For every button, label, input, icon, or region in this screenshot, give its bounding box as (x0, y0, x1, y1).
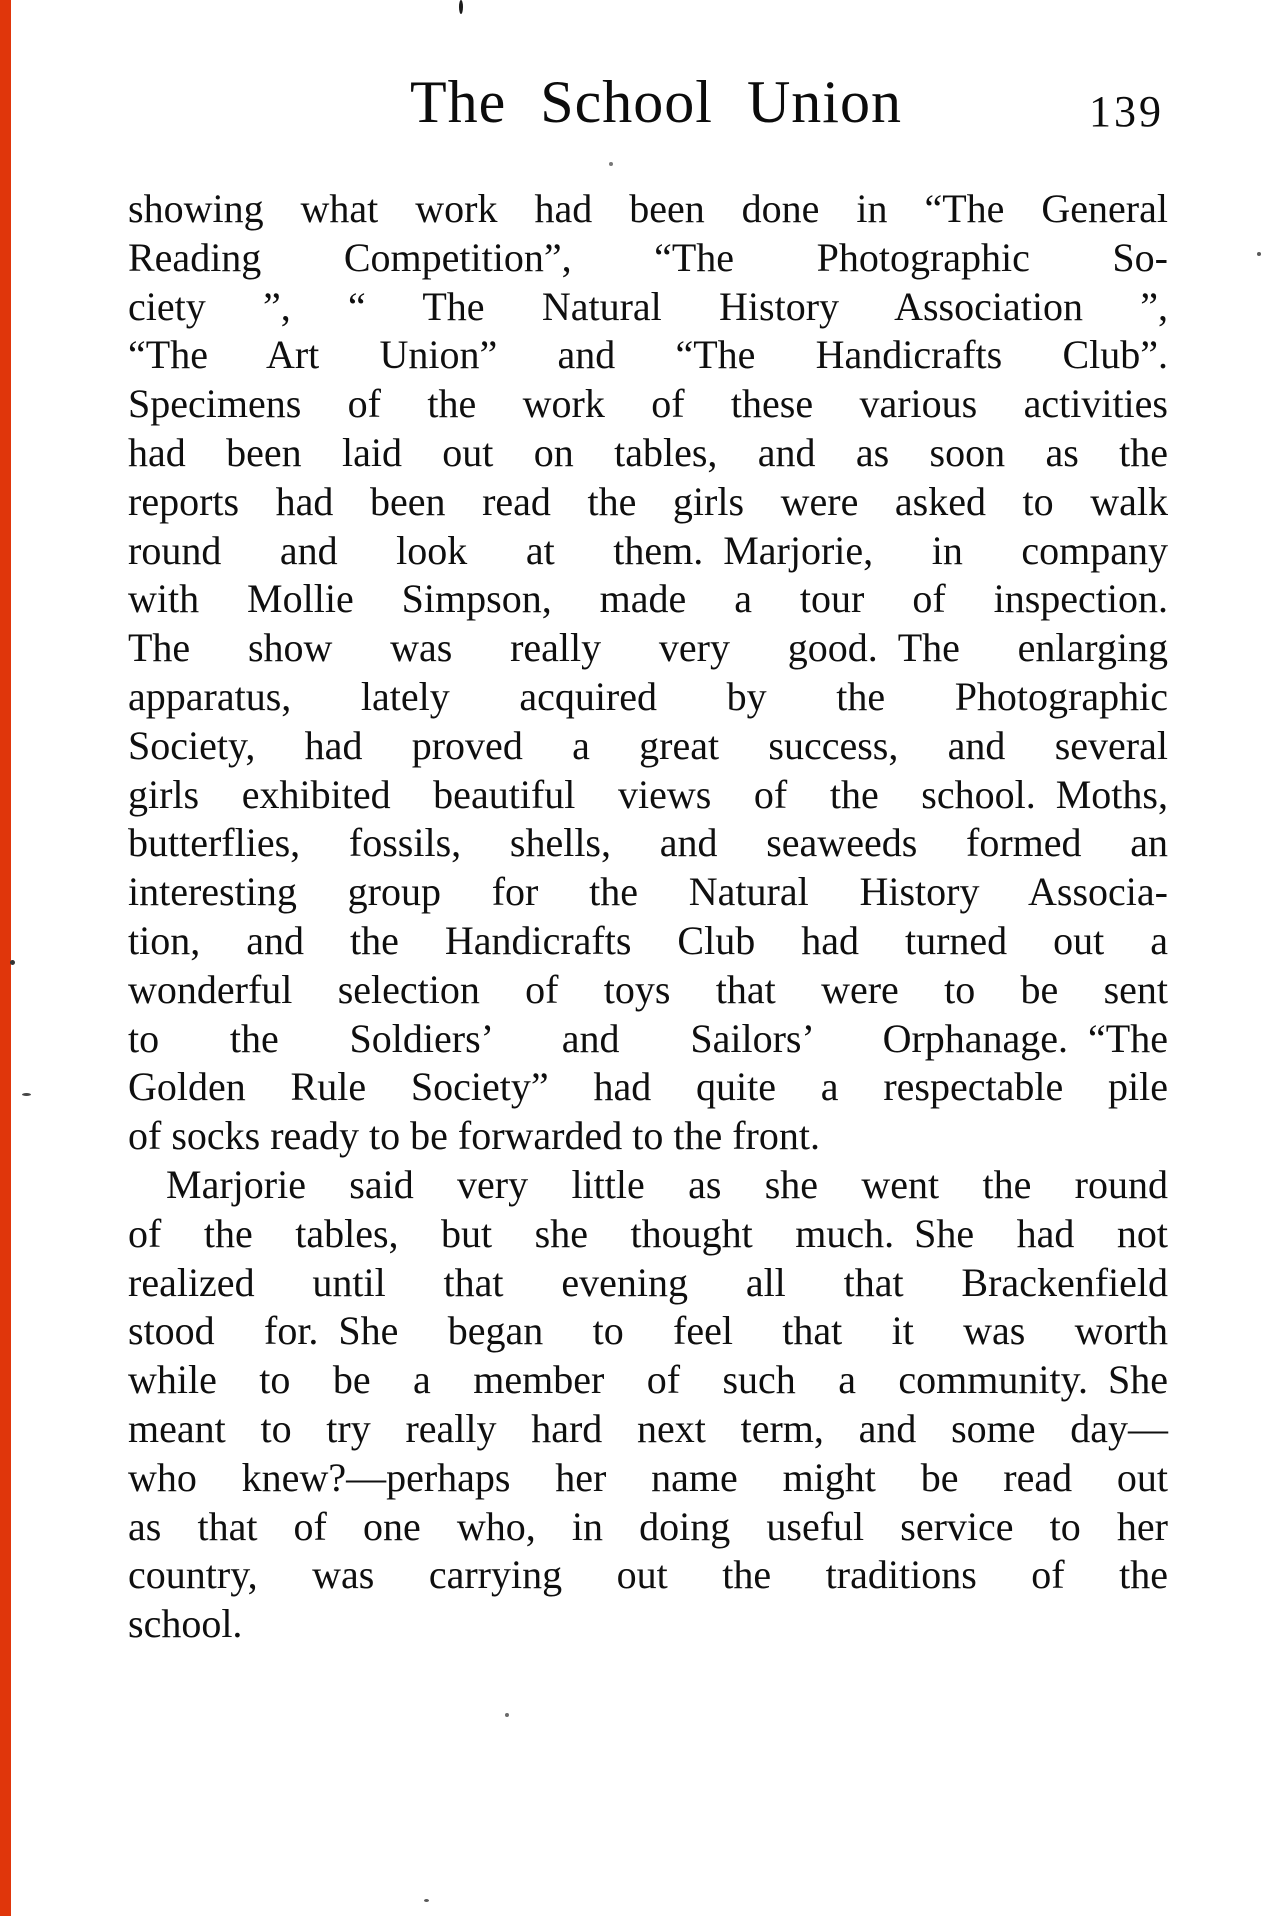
text-line: reports had been read the girls were asked to walk (128, 478, 1168, 524)
body-text (128, 185, 1168, 1649)
running-head-title: The School Union (410, 69, 902, 135)
text-line: showing what work had been done in “The General (128, 186, 1168, 231)
text-line: The show was really very good. The enlarging (128, 625, 1168, 671)
scan-speck (505, 1713, 509, 1717)
text-line: who knew?—perhaps her name might be read out (128, 1454, 1168, 1500)
text-line: stood for. She began to feel that it was worth (128, 1308, 1168, 1354)
text-line: Marjorie said very little as she went the round (166, 1161, 1168, 1207)
text-line: meant to try really hard next term, and some day— (128, 1405, 1168, 1451)
left-edge-red-stripe (0, 0, 11, 1916)
text-line: round and look at them. Marjorie, in company (128, 527, 1168, 573)
scan-speck (10, 960, 15, 965)
scan-speck (22, 1093, 31, 1096)
text-line: while to be a member of such a community. She (128, 1357, 1168, 1403)
text-line: school. (128, 1601, 243, 1647)
text-line: girls exhibited beautiful views of the school. Moths, (128, 771, 1168, 817)
scan-speck (1257, 252, 1261, 256)
text-line: of socks ready to be forwarded to the front. (128, 1113, 820, 1159)
scan-speck (459, 0, 463, 14)
text-line: Society, had proved a great success, and several (128, 722, 1168, 768)
text-line: tion, and the Handicrafts Club had turned out a (128, 917, 1168, 963)
text-line: Specimens of the work of these various activities (128, 381, 1168, 427)
page-number: 139 (1089, 87, 1164, 136)
text-line: of the tables, but she thought much. She had not (128, 1210, 1168, 1256)
text-line: apparatus, lately acquired by the Photographic (128, 673, 1168, 719)
text-line: Reading Competition”, “The Photographic So- (128, 234, 1168, 280)
text-line: wonderful selection of toys that were to be sent (128, 966, 1168, 1012)
text-line: with Mollie Simpson, made a tour of inspection. (128, 576, 1168, 622)
scan-speck (609, 162, 613, 166)
text-line: had been laid out on tables, and as soon as the (128, 429, 1168, 475)
text-line: “The Art Union” and “The Handicrafts Club”. (128, 332, 1168, 378)
text-line: Golden Rule Society” had quite a respectable pile (128, 1064, 1168, 1110)
text-line: realized until that evening all that Brackenfield (128, 1259, 1168, 1305)
text-line: interesting group for the Natural History Associa- (128, 869, 1168, 915)
text-line: country, was carrying out the traditions of the (128, 1552, 1168, 1598)
text-line: to the Soldiers’ and Sailors’ Orphanage. “The (128, 1015, 1168, 1061)
text-line: butterflies, fossils, shells, and seaweeds formed an (128, 820, 1168, 866)
text-line: ciety ”, “ The Natural History Association ”, (128, 283, 1168, 329)
scan-speck (424, 1899, 429, 1902)
text-line: as that of one who, in doing useful service to her (128, 1503, 1168, 1549)
